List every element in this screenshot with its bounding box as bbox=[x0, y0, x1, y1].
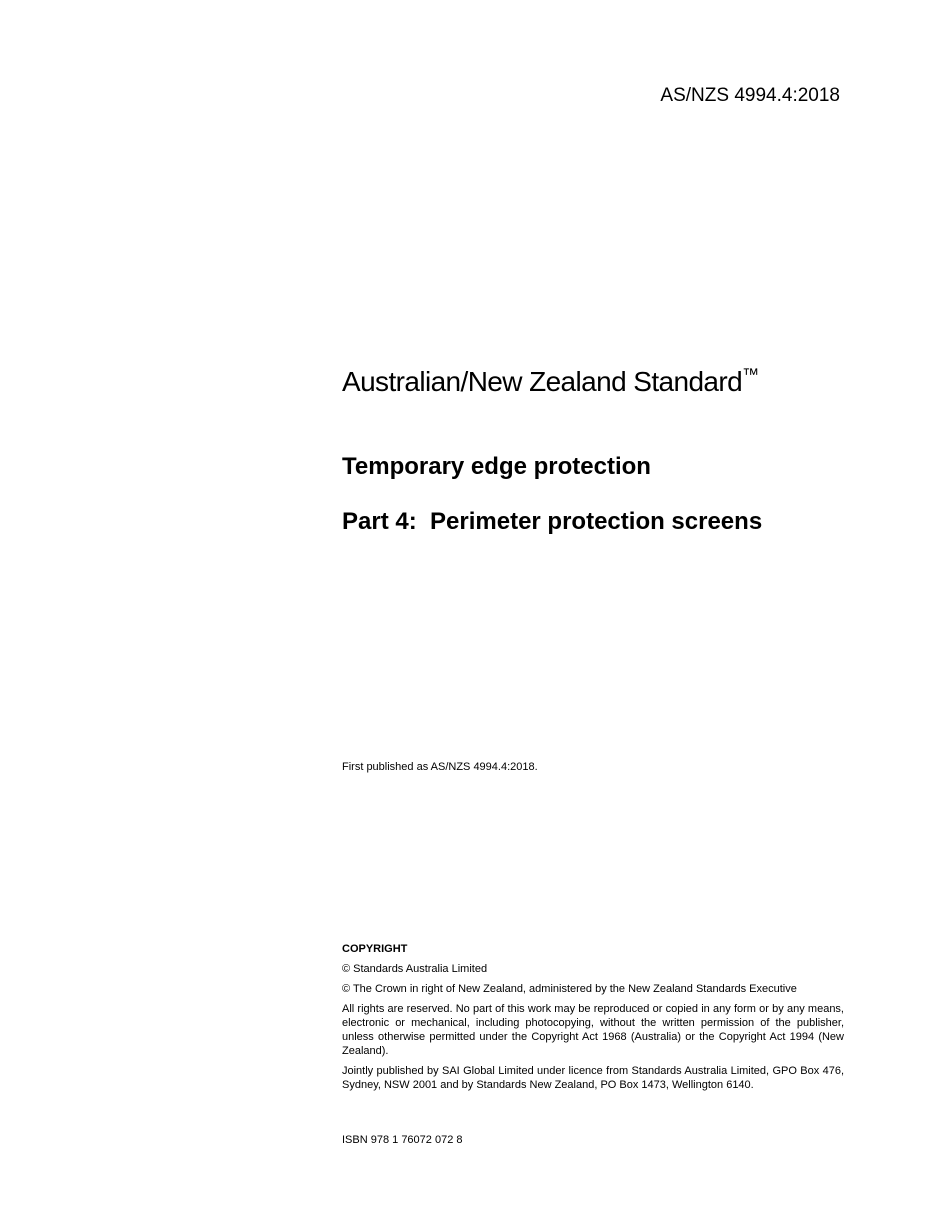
first-published-note: First published as AS/NZS 4994.4:2018. bbox=[342, 761, 538, 773]
copyright-block bbox=[342, 942, 844, 1098]
rights-statement: All rights are reserved. No part of this work may be reproduced or copied in any form or by any means, electronic or mechanical, including photocopying, without the written permission of the publisher, unless otherwise permitted under the Copyright Act 1968 (Australia) or the Copyright Act 1994 (New Zealand). bbox=[342, 1003, 844, 1057]
copyright-nz: © The Crown in right of New Zealand, administered by the New Zealand Standards Executive bbox=[342, 983, 797, 995]
publishers-statement: Jointly published by SAI Global Limited under licence from Standards Australia Limited, GPO Box 476, Sydney, NSW 2001 and by Standards New Zealand, PO Box 1473, Wellington 6140. bbox=[342, 1065, 844, 1091]
document-title: Temporary edge protection bbox=[342, 453, 651, 480]
standard-number: AS/NZS 4994.4:2018 bbox=[660, 85, 840, 106]
series-title bbox=[342, 358, 844, 399]
trademark-symbol: ™ bbox=[742, 365, 760, 384]
isbn: ISBN 978 1 76072 072 8 bbox=[342, 1134, 463, 1146]
part-title: Part 4: Perimeter protection screens bbox=[342, 508, 763, 535]
series-title-text: Australian/New Zealand Standard bbox=[342, 366, 743, 397]
copyright-heading: COPYRIGHT bbox=[342, 943, 408, 955]
copyright-au: © Standards Australia Limited bbox=[342, 963, 488, 975]
